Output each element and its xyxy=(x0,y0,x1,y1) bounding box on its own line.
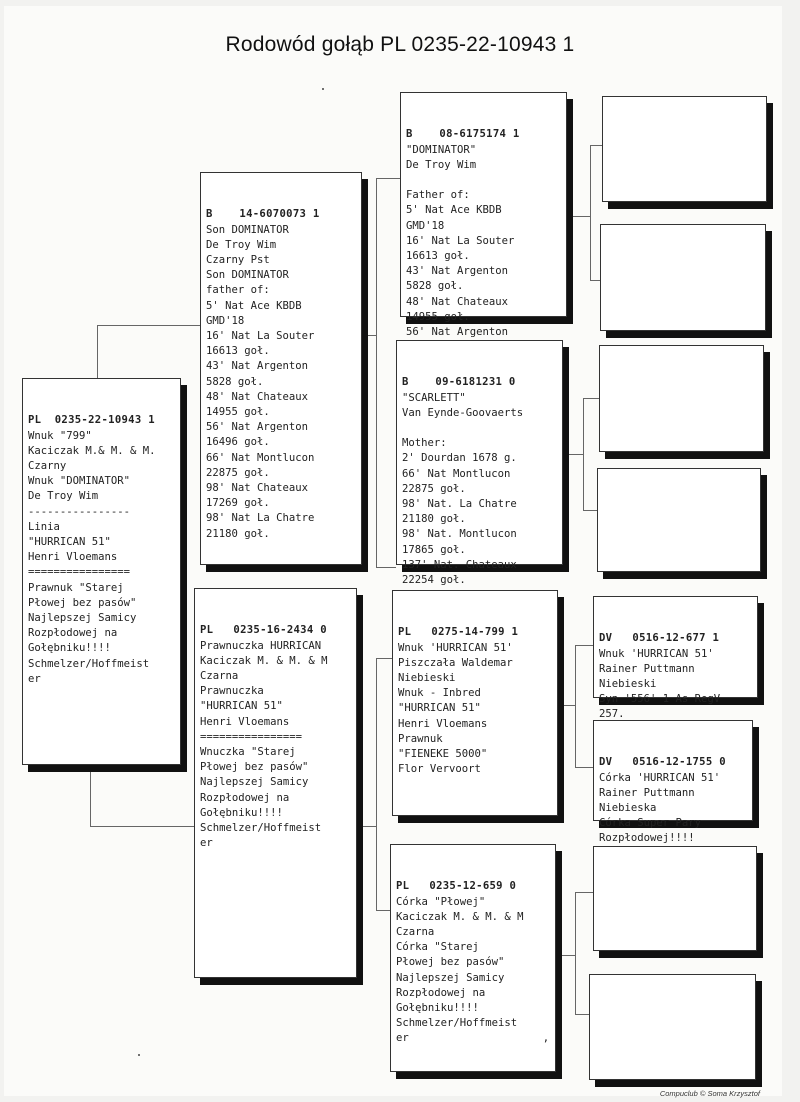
connector-line xyxy=(590,280,600,281)
connector-line xyxy=(563,454,583,455)
card-text: Wnuk "799" Kaciczak M.& M. & M. Czarny Wnuk "DOMINATOR" De Troy Wim ---------------- Linia "HURRICAN 51" Henri Vloemans ================ Prawnuk "Starej Płowej bez pasów" Najlepszej Samicy Rozpłodowej na Gołębniku!!!! Schmelzer/Hoffmeist er xyxy=(28,429,156,685)
connector-line xyxy=(583,398,599,399)
connector-line xyxy=(558,705,575,706)
pedigree-card-dam-sire-sire xyxy=(593,596,758,721)
ring-number: B 08-6175174 1 xyxy=(406,128,520,141)
connector-line xyxy=(97,325,98,381)
pedigree-card-empty xyxy=(599,345,764,452)
pedigree-card-dam-sire xyxy=(392,590,558,816)
connector-line xyxy=(376,178,377,568)
connector-line xyxy=(376,567,396,568)
pedigree-card-sire-dam xyxy=(396,340,563,587)
card-text: Son DOMINATOR De Troy Wim Czarny Pst Son DOMINATOR father of: 5' Nat Ace KBDB GMD'18 16' Nat La Souter 16613 goł. 43' Nat Argenton 5828 goł. 48' Nat Chateaux 14955 goł. 56' Nat Argenton 16496 goł. 66' Nat Montlucon 22875 goł. 98' Nat Chateaux 17269 goł. 98' Nat La Chatre 21180 goł. xyxy=(206,223,315,540)
pedigree-card-empty xyxy=(589,974,756,1080)
connector-line xyxy=(590,145,591,280)
connector-line xyxy=(567,216,590,217)
connector-line xyxy=(583,398,584,510)
pedigree-card-sire-sire xyxy=(400,92,567,339)
connector-line xyxy=(357,826,376,827)
connector-line xyxy=(90,772,91,826)
connector-line xyxy=(575,1014,589,1015)
ring-number: PL 0275-14-799 1 xyxy=(398,626,519,639)
connector-line xyxy=(575,892,593,893)
card-text: "SCARLETT" Van Eynde-Goovaerts Mother: 2' Dourdan 1678 g. 66' Nat Montlucon 22875 goł. 98' Nat. La Chatre 21180 goł. 98' Nat. Montlucon 17865 goł. 137' Nat. Chateaux 22254 goł. xyxy=(402,391,524,587)
pedigree-card-empty xyxy=(600,224,766,331)
pedigree-card-dam-dam xyxy=(390,844,556,1072)
pedigree-card-mother xyxy=(194,588,357,978)
connector-line xyxy=(575,645,593,646)
ring-number: DV 0516-12-677 1 xyxy=(599,632,720,645)
pedigree-card-subject xyxy=(22,378,181,765)
scan-speck xyxy=(322,88,324,90)
connector-line xyxy=(97,325,201,326)
ring-number: B 14-6070073 1 xyxy=(206,208,320,221)
card-text: Wnuk 'HURRICAN 51' Piszczała Waldemar Niebieski Wnuk - Inbred "HURRICAN 51" Henri Vloemans Prawnuk "FIENEKE 5000" Flor Vervoort xyxy=(398,641,513,776)
ring-number: PL 0235-12-659 0 xyxy=(396,880,517,893)
ring-number: DV 0516-12-1755 0 xyxy=(599,756,726,769)
card-text: Córka 'HURRICAN 51' Rainer Puttmann Niebieska Córka Super Pary Rozpłodowej!!!! xyxy=(599,771,721,845)
connector-line xyxy=(590,145,602,146)
ring-number: PL 0235-22-10943 1 xyxy=(28,414,155,427)
software-credit: Compuclub © Soma Krzysztof xyxy=(659,1089,760,1098)
connector-line xyxy=(556,955,575,956)
pedigree-card-father xyxy=(200,172,362,565)
page-title: Rodowód gołąb PL 0235-22-10943 1 xyxy=(225,33,575,56)
ring-number: B 09-6181231 0 xyxy=(402,376,516,389)
card-text: "DOMINATOR" De Troy Wim Father of: 5' Nat Ace KBDB GMD'18 16' Nat La Souter 16613 goł. 43' Nat Argenton 5828 goł. 48' Nat Chateaux 14955 goł. 56' Nat Argenton xyxy=(406,143,515,339)
pedigree-card-empty xyxy=(593,846,757,951)
connector-line xyxy=(575,892,576,1014)
scan-speck xyxy=(138,1054,140,1056)
ring-number: PL 0235-16-2434 0 xyxy=(200,624,327,637)
connector-line xyxy=(90,826,194,827)
pedigree-card-empty xyxy=(597,468,761,572)
pedigree-card-dam-sire-dam xyxy=(593,720,753,845)
card-text: Prawnuczka HURRICAN Kaciczak M. & M. & M Czarna Prawnuczka "HURRICAN 51" Henri Vloemans ================ Wnuczka "Starej Płowej bez pasów" Najlepszej Samicy Rozpłodowej na Gołębniku!!!! Schmelzer/Hoffmeist er xyxy=(200,639,328,850)
connector-line xyxy=(376,658,377,910)
connector-line xyxy=(575,767,593,768)
card-text: Córka "Płowej" Kaciczak M. & M. & M Czarna Córka "Starej Płowej bez pasów" Najlepszej Samicy Rozpłodowej na Gołębniku!!!! Schmelzer/Hoffmeist er , xyxy=(396,895,550,1045)
connector-line xyxy=(376,658,392,659)
pedigree-card-empty xyxy=(602,96,767,202)
connector-line xyxy=(575,645,576,767)
connector-line xyxy=(362,335,376,336)
connector-line xyxy=(376,178,400,179)
connector-line xyxy=(583,510,597,511)
card-text: Wnuk 'HURRICAN 51' Rainer Puttmann Niebieski Syn '556' 1 As RegV 257. xyxy=(599,647,721,721)
